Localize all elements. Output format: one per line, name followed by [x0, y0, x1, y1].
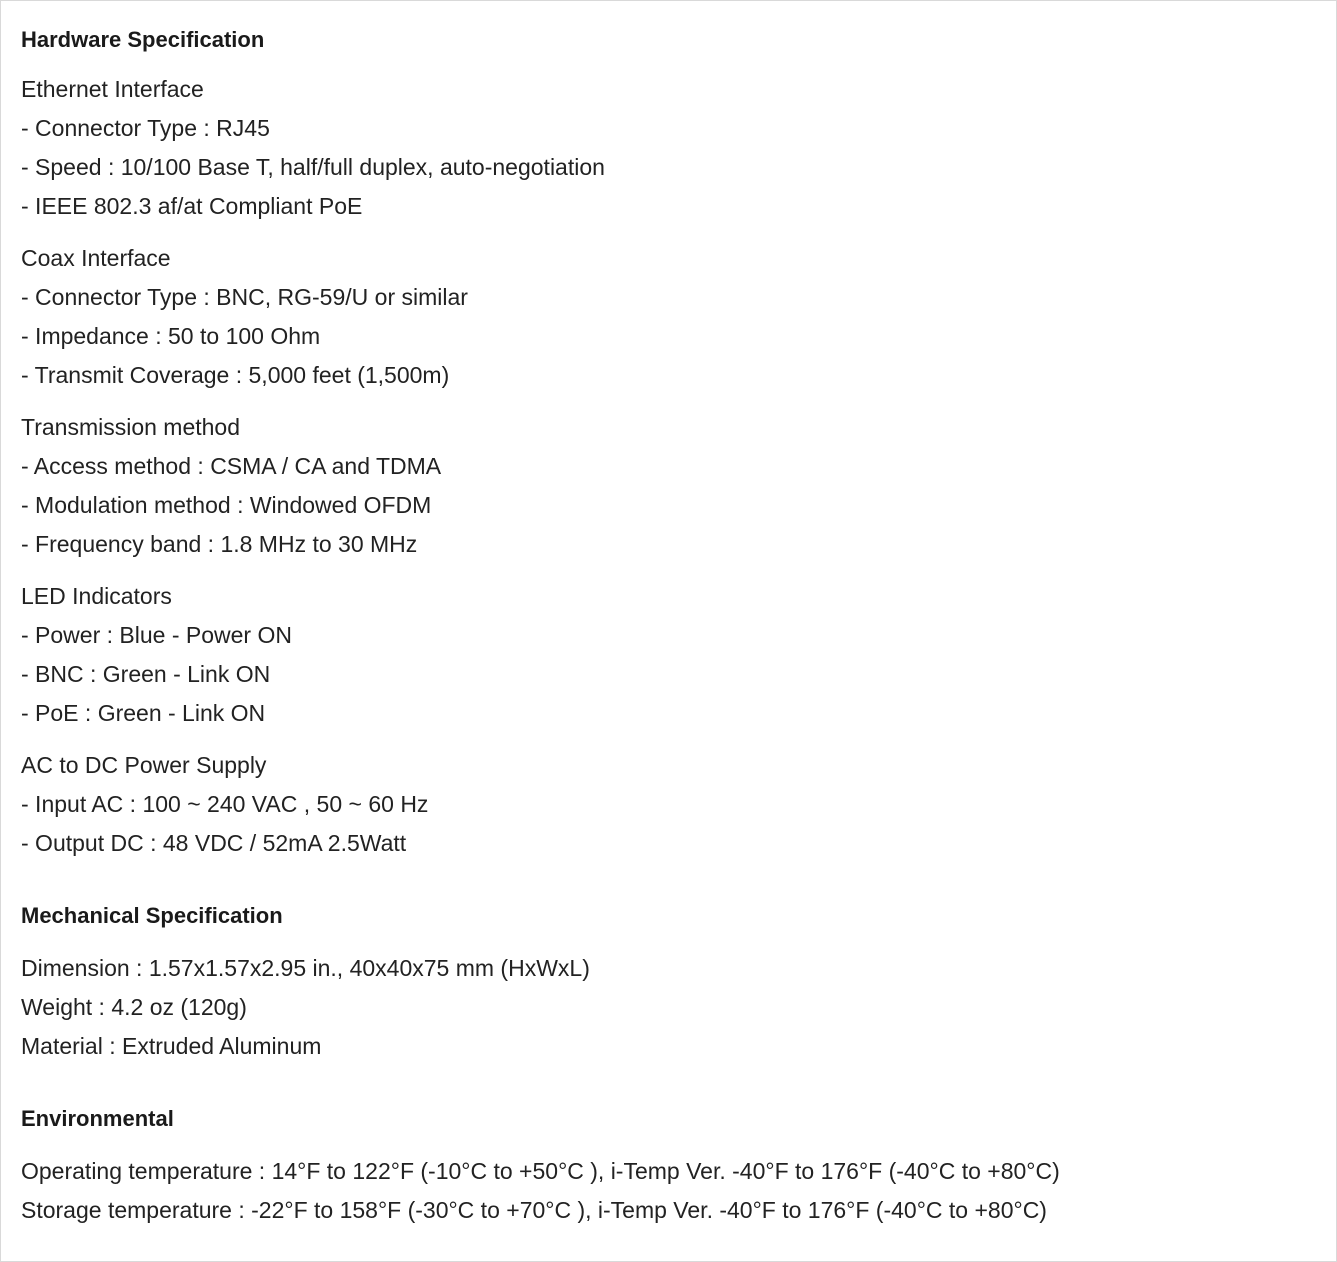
spec-line: - PoE : Green - Link ON [21, 700, 266, 726]
group-title: Coax Interface [21, 245, 171, 271]
section-spacer [21, 1066, 1316, 1102]
led-indicators-group [21, 577, 1316, 733]
spec-line: Material : Extruded Aluminum [21, 1033, 322, 1059]
hardware-spec-heading: Hardware Specification [21, 27, 265, 52]
spec-line: - Transmit Coverage : 5,000 feet (1,500m) [21, 362, 450, 388]
group-title: LED Indicators [21, 583, 172, 609]
section-spacer [21, 863, 1316, 899]
spec-line: - BNC : Green - Link ON [21, 661, 271, 687]
group-title: Transmission method [21, 414, 241, 440]
group-title: Ethernet Interface [21, 76, 204, 102]
power-supply-group [21, 746, 1316, 863]
spec-content [21, 23, 1316, 1230]
spec-line: - Modulation method : Windowed OFDM [21, 492, 432, 518]
title-spacer [21, 933, 1316, 949]
group-title: AC to DC Power Supply [21, 752, 267, 778]
ethernet-interface-group [21, 70, 1316, 226]
mechanical-spec-heading: Mechanical Specification [21, 903, 283, 928]
spec-line: Dimension : 1.57x1.57x2.95 in., 40x40x75 mm (HxWxL) [21, 955, 590, 981]
environmental-heading: Environmental [21, 1106, 174, 1131]
spec-line: - Impedance : 50 to 100 Ohm [21, 323, 321, 349]
spec-line: - Speed : 10/100 Base T, half/full duplex, auto-negotiation [21, 154, 605, 180]
spec-line: - Frequency band : 1.8 MHz to 30 MHz [21, 531, 418, 557]
spec-line: Storage temperature : -22°F to 158°F (-30°C to +70°C ), i-Temp Ver. -40°F to 176°F (-40°C to +80°C) [21, 1197, 1047, 1223]
spec-line: - Connector Type : BNC, RG-59/U or similar [21, 284, 468, 310]
spec-line: - Input AC : 100 ~ 240 VAC , 50 ~ 60 Hz [21, 791, 429, 817]
spec-line: - Connector Type : RJ45 [21, 115, 270, 141]
spec-line: - Access method : CSMA / CA and TDMA [21, 453, 442, 479]
spec-line: - IEEE 802.3 af/at Compliant PoE [21, 193, 363, 219]
spec-line: Weight : 4.2 oz (120g) [21, 994, 247, 1020]
title-spacer [21, 1136, 1316, 1152]
spec-line: Operating temperature : 14°F to 122°F (-10°C to +50°C ), i-Temp Ver. -40°F to 176°F (-40°C to +80°C) [21, 1158, 1060, 1184]
spec-line: - Power : Blue - Power ON [21, 622, 292, 648]
spec-line: - Output DC : 48 VDC / 52mA 2.5Watt [21, 830, 407, 856]
transmission-method-group [21, 408, 1316, 564]
coax-interface-group [21, 239, 1316, 395]
